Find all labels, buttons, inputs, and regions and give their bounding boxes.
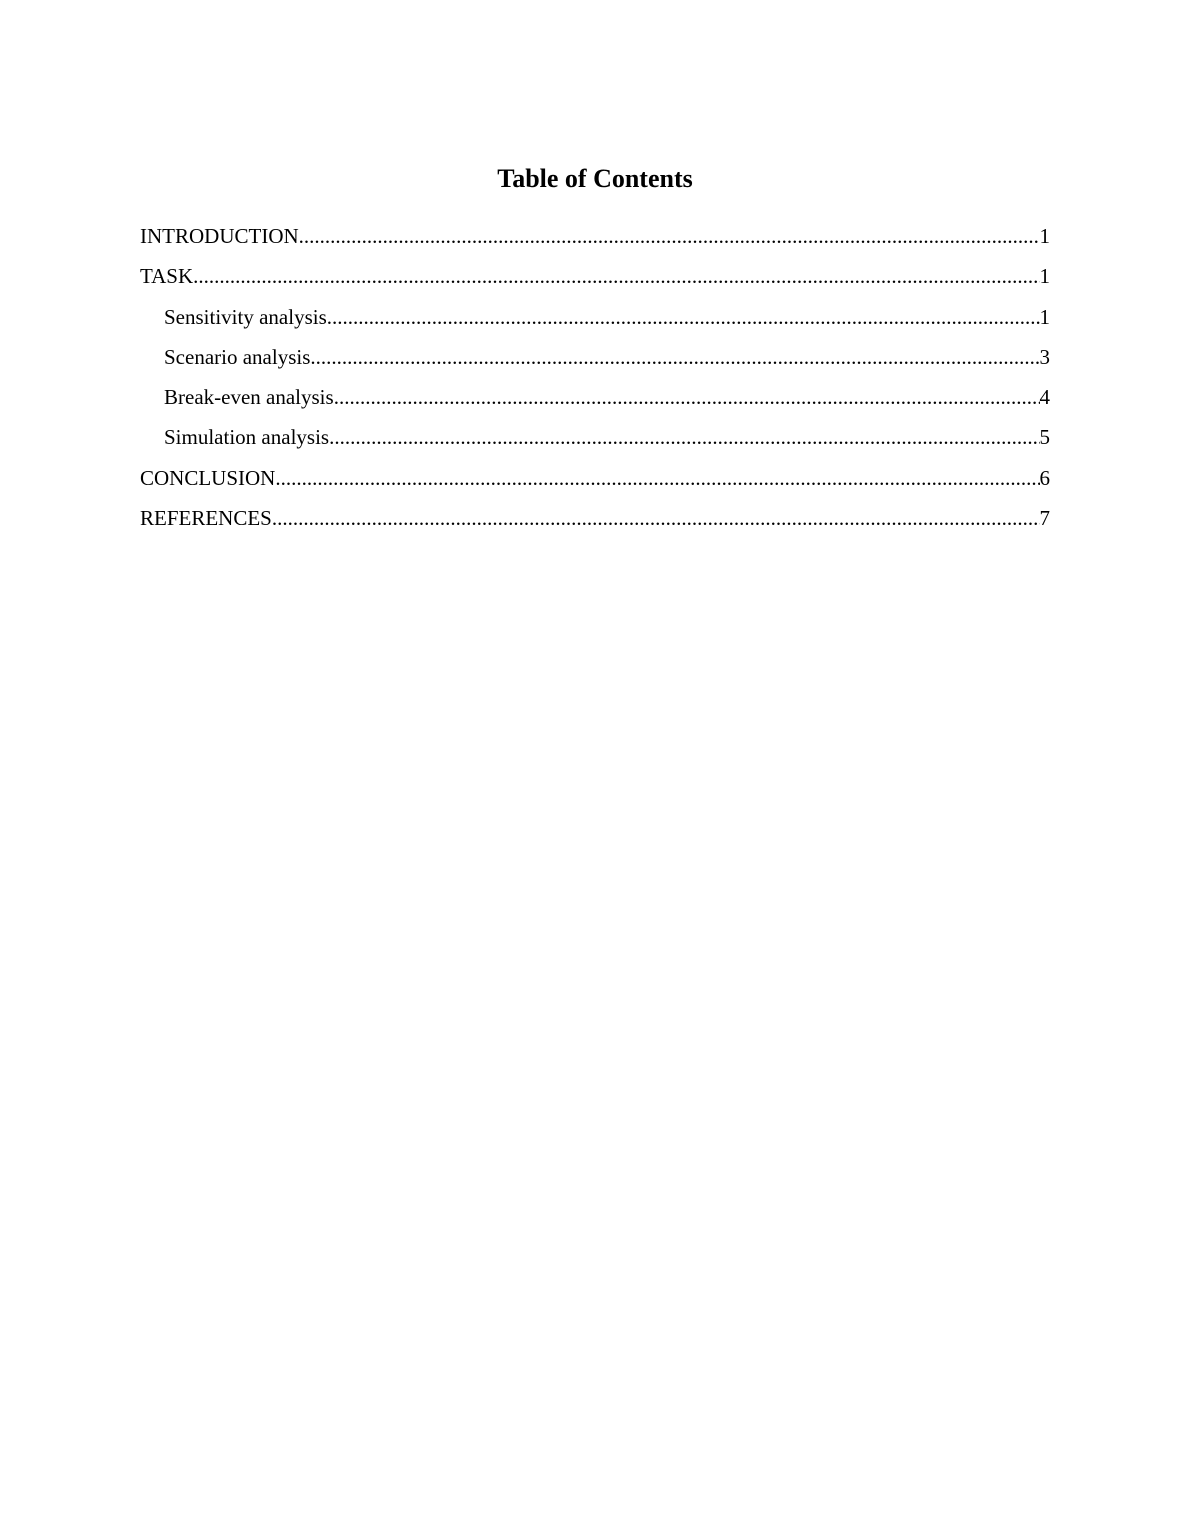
toc-dot-leader xyxy=(329,417,1039,457)
toc-dot-leader xyxy=(272,498,1040,538)
toc-entry-page-number: 4 xyxy=(1039,385,1050,410)
toc-title: Table of Contents xyxy=(497,164,693,193)
toc-entry-simulation-analysis[interactable] xyxy=(140,417,1050,457)
toc-entry-page-number: 1 xyxy=(1039,224,1050,248)
toc-entry-scenario-analysis[interactable] xyxy=(140,337,1050,377)
toc-entry-page-number: 6 xyxy=(1039,465,1050,490)
toc-entry-page-number: 5 xyxy=(1039,425,1050,450)
toc-entry-references[interactable] xyxy=(140,498,1050,538)
toc-entry-task[interactable] xyxy=(140,256,1050,296)
toc-entry-conclusion[interactable] xyxy=(140,458,1050,498)
toc-dot-leader xyxy=(275,458,1039,498)
toc-entry-break-even-analysis[interactable] xyxy=(140,377,1050,417)
toc-entry-label: CONCLUSION xyxy=(140,465,276,490)
toc-entry-label: TASK xyxy=(140,264,194,289)
toc-entry-label: INTRODUCTION xyxy=(140,224,299,248)
toc-entry-page-number: 3 xyxy=(1039,344,1050,369)
toc-list xyxy=(140,216,1050,538)
toc-dot-leader xyxy=(327,297,1040,337)
toc-entry-label: REFERENCES xyxy=(140,506,272,531)
toc-entry-sensitivity-analysis[interactable] xyxy=(140,297,1050,337)
toc-dot-leader xyxy=(310,337,1039,377)
toc-entry-label: Break-even analysis xyxy=(164,385,334,410)
toc-entry-page-number: 1 xyxy=(1039,304,1050,329)
toc-entry-label: Scenario analysis xyxy=(164,344,311,369)
toc-entry-page-number: 7 xyxy=(1039,506,1050,531)
toc-dot-leader xyxy=(299,216,1040,256)
toc-entry-introduction[interactable] xyxy=(140,216,1050,256)
toc-dot-leader xyxy=(334,377,1040,417)
toc-dot-leader xyxy=(193,256,1039,296)
toc-entry-label: Simulation analysis xyxy=(164,425,330,450)
toc-entry-page-number: 1 xyxy=(1039,264,1050,289)
toc-entry-label: Sensitivity analysis xyxy=(164,304,327,329)
